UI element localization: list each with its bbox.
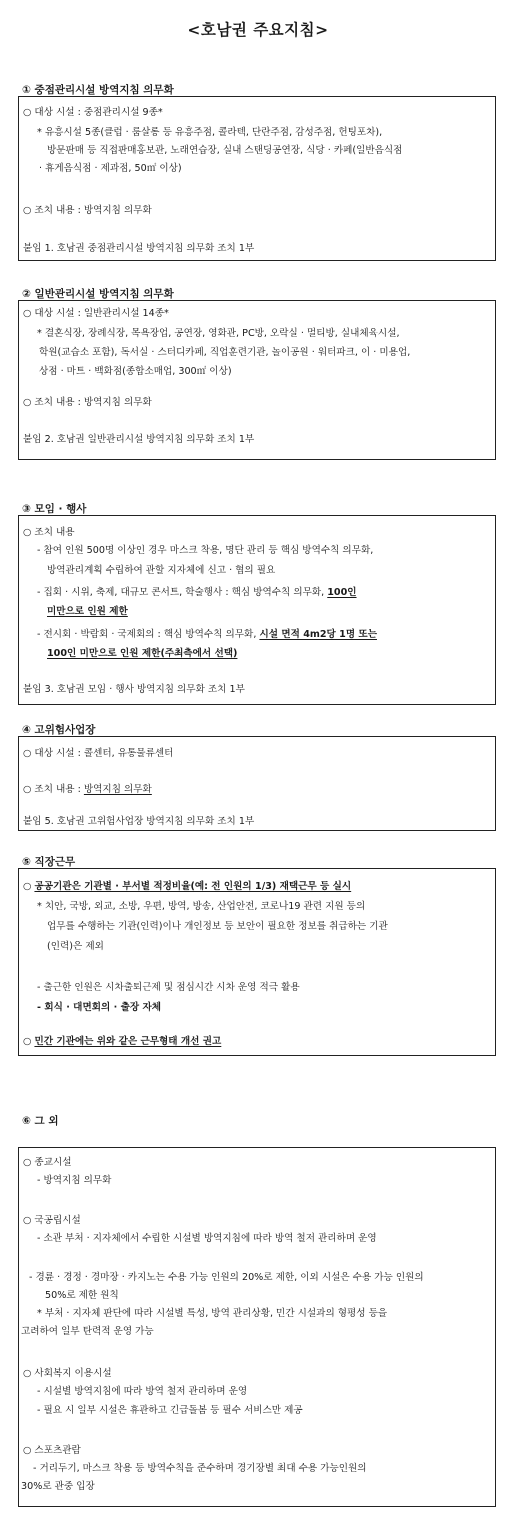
s1-attachment: 붙임 1. 호남권 중점관리시설 방역지침 의무화 조치 1부: [23, 243, 255, 254]
s1-note-line-2: 방문판매 등 직접판매홍보관, 노래연습장, 실내 스탠딩공연장, 식당 · 카페(일반음식점: [47, 145, 403, 156]
s5-private-policy: ○ 민간 기관에는 위와 같은 근무형태 개선 권고: [23, 1036, 222, 1047]
s6-religion-detail: - 방역지침 의무화: [37, 1175, 112, 1186]
s6-public: ○ 국공립시설: [23, 1215, 81, 1226]
s6-sports-detail-2: 30%로 관중 입장: [21, 1481, 95, 1492]
s3-detail-1b: 방역관리계획 수립하여 관할 지자체에 신고 · 협의 필요: [47, 565, 276, 576]
s5-detail-1: - 출근한 인원은 시차출퇴근제 및 점심시간 시차 운영 적극 활용: [37, 982, 300, 993]
s4-attachment: 붙임 5. 호남권 고위험사업장 방역지침 의무화 조치 1부: [23, 816, 255, 827]
s6-sports: ○ 스포츠관람: [23, 1445, 81, 1456]
section-6-box: [18, 1147, 496, 1507]
s2-target: ○ 대상 시설 : 일반관리시설 14종*: [23, 308, 169, 319]
s1-action: ○ 조치 내용 : 방역지침 의무화: [23, 205, 152, 216]
s2-note-line-1: * 결혼식장, 장례식장, 목욕장업, 공연장, 영화관, PC방, 오락실 · 멀티방, 실내체육시설,: [37, 328, 400, 339]
s5-detail-2: - 회식 · 대면회의 · 출장 자체: [37, 1002, 161, 1013]
s5-note-line-1: * 치안, 국방, 외교, 소방, 우편, 방역, 방송, 산업안전, 코로나19 관련 지원 등의: [37, 901, 366, 912]
s4-target: ○ 대상 시설 : 콜센터, 유통물류센터: [23, 748, 174, 759]
s4-action: ○ 조치 내용 : 방역지침 의무화: [23, 784, 152, 795]
section-2-box: [18, 300, 496, 460]
s2-attachment: 붙임 2. 호남권 일반관리시설 방역지침 의무화 조치 1부: [23, 434, 255, 445]
s2-note-line-3: 상점 · 마트 · 백화점(종합소매업, 300㎡ 이상): [39, 366, 232, 377]
s3-detail-3b: 100인 미만으로 인원 제한(주최측에서 선택): [47, 648, 238, 659]
document-title: <호남권 주요지침>: [187, 21, 329, 39]
s6-public-detail-1: - 소관 부처 · 지자체에서 수립한 시설별 방역지침에 따라 방역 철저 관리하며 운영: [37, 1233, 377, 1244]
s6-religion: ○ 종교시설: [23, 1157, 72, 1168]
s3-detail-2a: - 집회 · 시위, 축제, 대규모 콘서트, 학술행사 : 핵심 방역수칙 의무화, 100인: [37, 587, 357, 598]
s3-attachment: 붙임 3. 호남권 모임 · 행사 방역지침 의무화 조치 1부: [23, 684, 245, 695]
section-2-heading: ② 일반관리시설 방역지침 의무화: [22, 288, 174, 300]
s6-sports-detail-1: - 거리두기, 마스크 착용 등 방역수칙을 준수하며 경기장별 최대 수용 가능인원의: [33, 1463, 367, 1474]
section-6-heading: ⑥ 그 외: [22, 1115, 59, 1127]
section-1-box: [18, 96, 496, 261]
s1-note-line-1: * 유흥시설 5종(클럽 · 룸살롱 등 유흥주점, 콜라텍, 단란주점, 감성주점, 헌팅포차),: [37, 127, 383, 138]
section-5-box: [18, 868, 496, 1056]
s1-note-line-3: · 휴게음식점 · 제과점, 50㎡ 이상): [39, 163, 182, 174]
s6-public-detail-2b: 50%로 제한 원칙: [45, 1290, 119, 1301]
s3-detail-3a: - 전시회 · 박람회 · 국제회의 : 핵심 방역수칙 의무화, 시설 면적 4m2당 1명 또는: [37, 629, 377, 640]
section-4-heading: ④ 고위험사업장: [22, 724, 96, 736]
s6-welfare-detail-1: - 시설별 방역지침에 따라 방역 철저 관리하며 운영: [37, 1386, 248, 1397]
s2-note-line-2: 학원(교습소 포함), 독서실 · 스터디카페, 직업훈련기관, 놀이공원 · 워터파크, 이 · 미용업,: [39, 347, 411, 358]
s6-public-detail-2a: - 경륜 · 경정 · 경마장 · 카지노는 수용 가능 인원의 20%로 제한, 이외 시설은 수용 가능 인원의: [29, 1272, 424, 1283]
s3-detail-2b: 미만으로 인원 제한: [47, 606, 128, 617]
s6-welfare-detail-2: - 필요 시 일부 시설은 휴관하고 긴급돌봄 등 필수 서비스만 제공: [37, 1405, 303, 1416]
s3-detail-1a: - 참여 인원 500명 이상인 경우 마스크 착용, 명단 관리 등 핵심 방역수칙 의무화,: [37, 545, 374, 556]
section-1-heading: ① 중점관리시설 방역지침 의무화: [22, 84, 174, 96]
section-4-box: [18, 736, 496, 831]
s3-action: ○ 조치 내용: [23, 527, 75, 538]
s6-public-note-2: 고려하여 일부 탄력적 운영 가능: [21, 1326, 154, 1337]
s6-public-note-1: * 부처 · 지자체 판단에 따라 시설별 특성, 방역 관리상황, 민간 시설과의 형평성 등을: [37, 1308, 388, 1319]
s1-target: ○ 대상 시설 : 중점관리시설 9종*: [23, 107, 163, 118]
section-3-box: [18, 515, 496, 705]
s2-action: ○ 조치 내용 : 방역지침 의무화: [23, 397, 152, 408]
s5-note-line-2: 업무를 수행하는 기관(인력)이나 개인정보 등 보안이 필요한 정보를 취급하는 기관: [47, 921, 388, 932]
section-5-heading: ⑤ 직장근무: [22, 856, 76, 868]
s6-welfare: ○ 사회복지 이용시설: [23, 1368, 112, 1379]
s5-public-policy: ○ 공공기관은 기관별 · 부서별 적정비율(예: 전 인원의 1/3) 재택근무 등 실시: [23, 881, 352, 892]
s5-note-line-3: (인력)은 제외: [47, 941, 104, 952]
section-3-heading: ③ 모임 · 행사: [22, 503, 87, 515]
